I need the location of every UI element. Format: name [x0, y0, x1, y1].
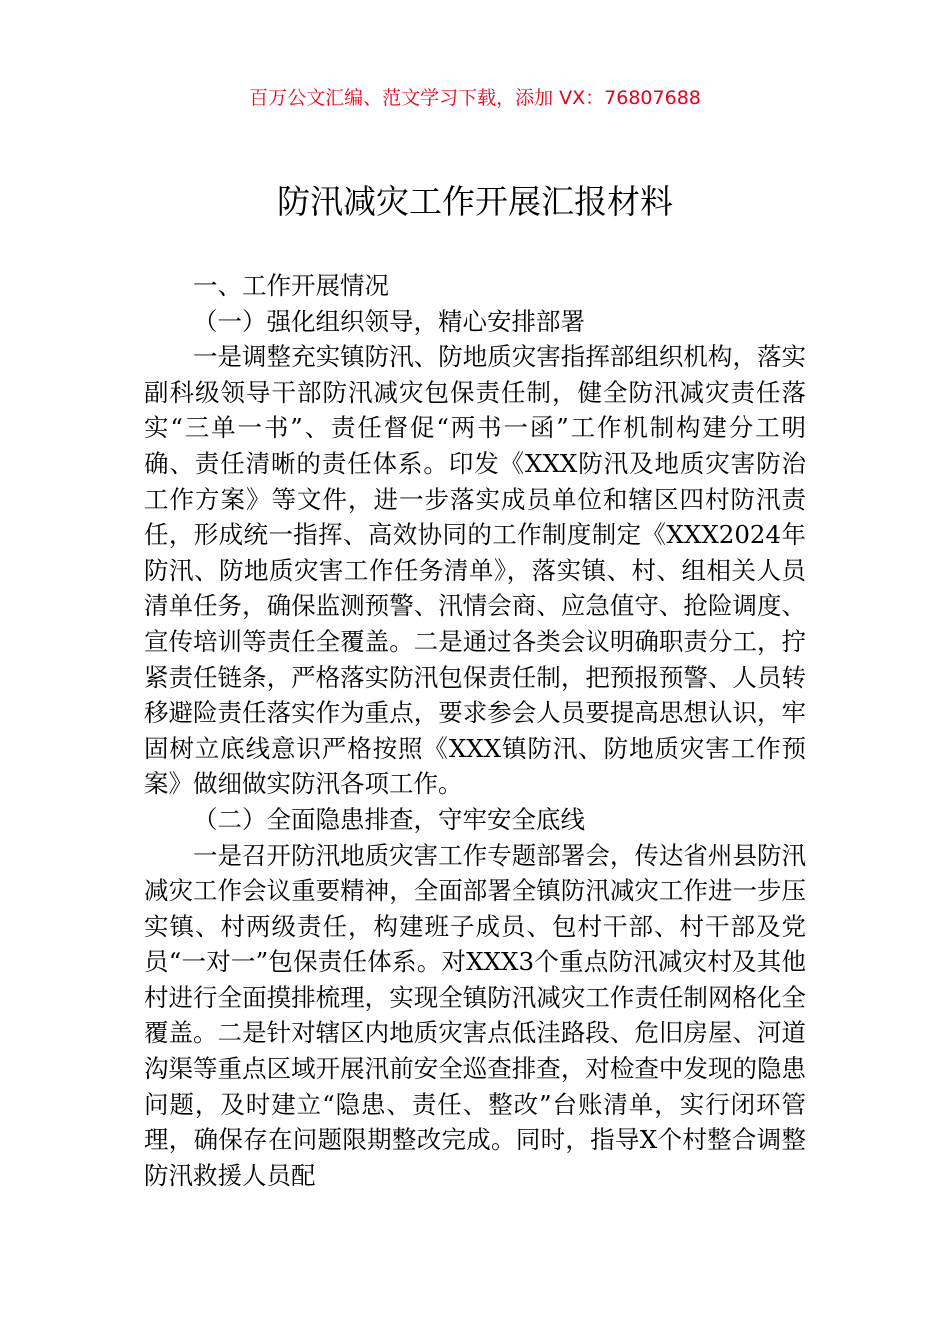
document-title: 防汛减灾工作开展汇报材料 — [277, 182, 673, 221]
body-paragraph: 一是调整充实镇防汛、防地质灾害指挥部组织机构，落实副科级领导干部防汛减灾包保责任制，健全防汛减灾责任落实“三单一书”、责任督促“两书一函”工作机制构建分工明确、责任清晰的责任体系。印发《XXX防汛及地质灾害防治工作方案》等文件，进一步落实成员单位和辖区四村防汛责任，形成统一指挥、高效协同的工作制度制定《XXX2024年防汛、防地质灾害工作任务清单》，落实镇、村、组相关人员清单任务，确保监测预警、汛情会商、应急值守、抢险调度、宣传培训等责任全覆盖。二是通过各类会议明确职责分工，拧紧责任链条，严格落实防汛包保责任制，把预报预警、人员转移避险责任落实作为重点，要求参会人员要提高思想认识，牢固树立底线意识严格按照《XXX镇防汛、防地质灾害工作预案》做细做实防汛各项工作。 — [144, 342, 806, 799]
document-body — [144, 268, 806, 1193]
promo-banner: 百万公文汇编、范文学习下载，添加 VX：76807688 — [249, 87, 701, 109]
subsection-heading: （一）强化组织领导，精心安排部署 — [193, 306, 585, 336]
section-heading: 一、工作开展情况 — [193, 271, 389, 300]
body-paragraph: 一是召开防汛地质灾害工作专题部署会，传达省州县防汛减灾工作会议重要精神，全面部署全镇防汛减灾工作进一步压实镇、村两级责任，构建班子成员、包村干部、村干部及党员“一对一”包保责任体系。对XXX3个重点防汛减灾村及其他村进行全面摸排梳理，实现全镇防汛减灾工作责任制网格化全覆盖。二是针对辖区内地质灾害点低洼路段、危旧房屋、河道沟渠等重点区域开展汛前安全巡查排查，对检查中发现的隐患问题，及时建立“隐患、责任、整改”台账清单，实行闭环管理，确保存在问题限期整改完成。同时，指导X个村整合调整防汛救援人员配 — [144, 840, 806, 1190]
subsection-heading: （二）全面隐患排查，守牢安全底线 — [193, 804, 585, 834]
